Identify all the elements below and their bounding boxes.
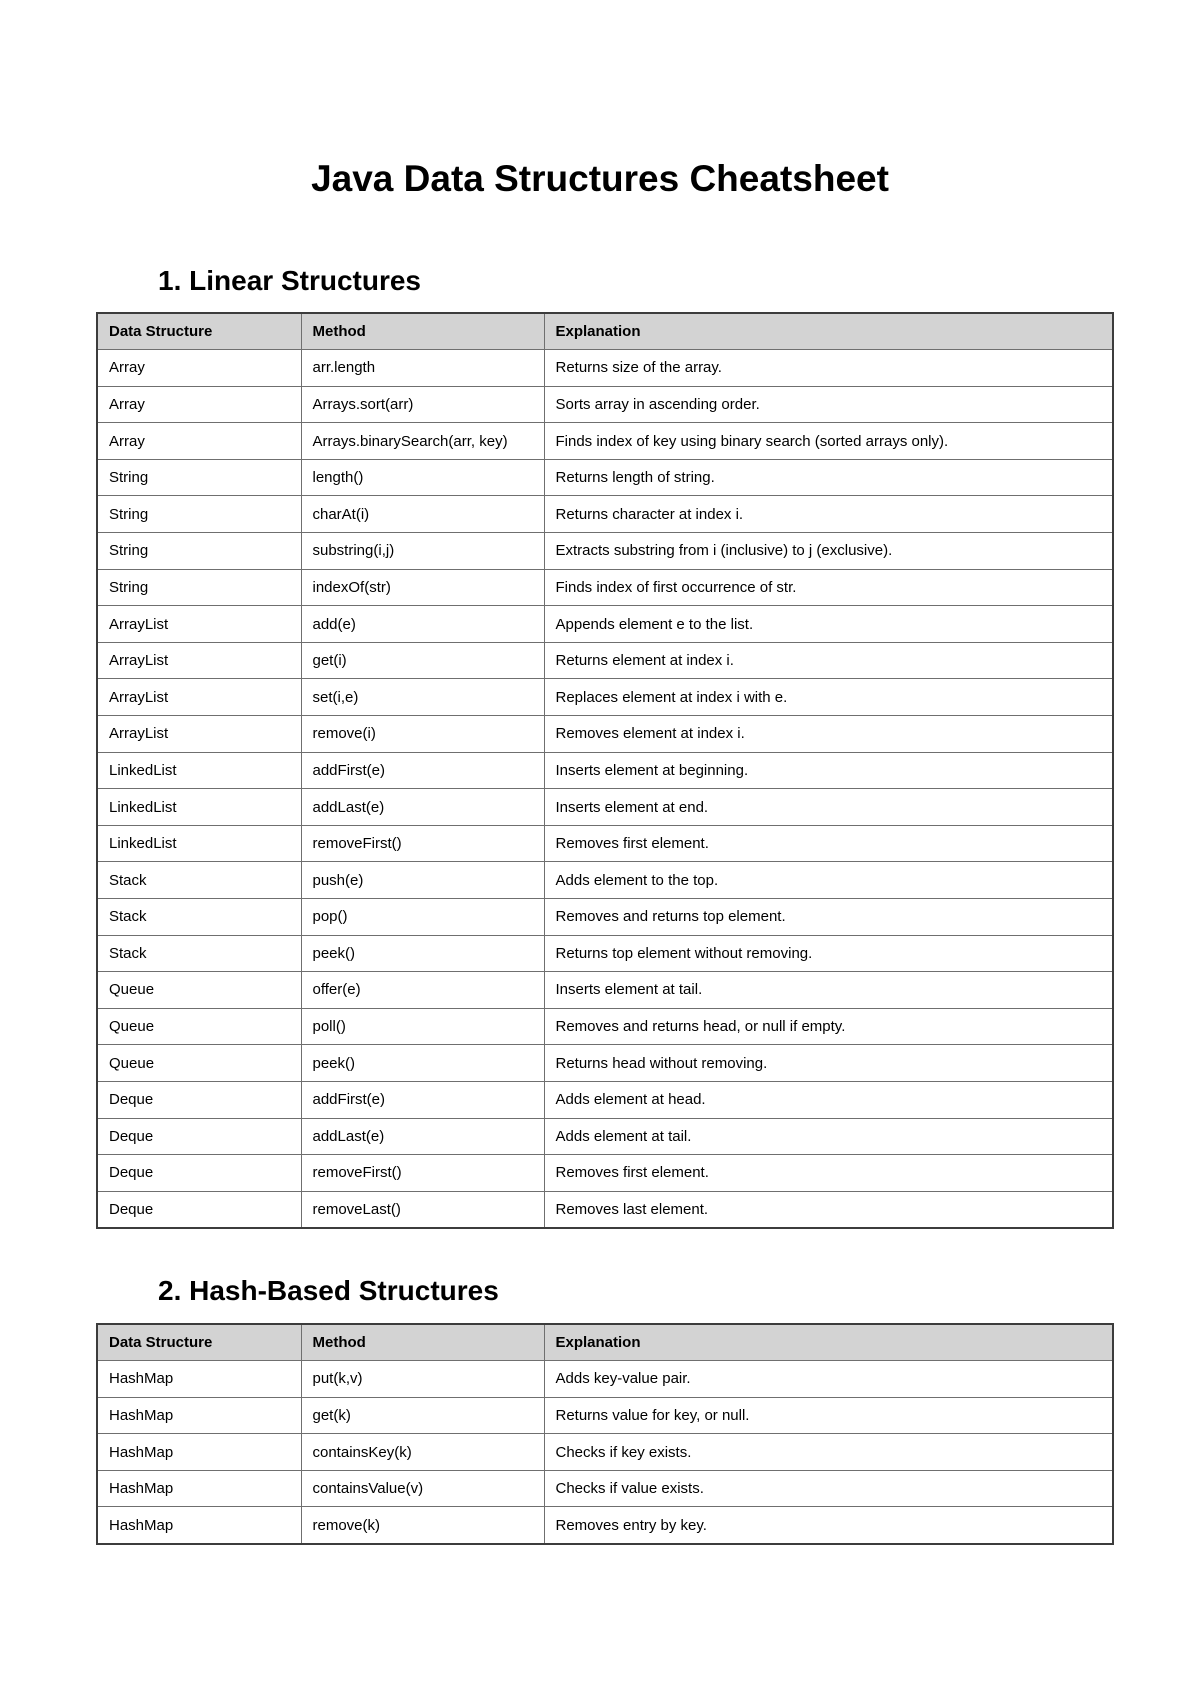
column-header-explanation: Explanation — [544, 313, 1113, 350]
cell-method: offer(e) — [301, 972, 544, 1009]
cell-method: removeFirst() — [301, 825, 544, 862]
cell-explanation: Replaces element at index i with e. — [544, 679, 1113, 716]
section-heading-hash: 2. Hash-Based Structures — [158, 1275, 499, 1306]
table-row — [97, 1397, 1113, 1434]
cell-explanation: Removes entry by key. — [544, 1507, 1113, 1544]
cell-explanation: Sorts array in ascending order. — [544, 386, 1113, 423]
cell-explanation: Removes first element. — [544, 1155, 1113, 1192]
cell-data-structure: HashMap — [97, 1361, 301, 1398]
table-row — [97, 752, 1113, 789]
cell-explanation: Inserts element at end. — [544, 789, 1113, 826]
table-row — [97, 1155, 1113, 1192]
table-row — [97, 642, 1113, 679]
cell-explanation: Adds key-value pair. — [544, 1361, 1113, 1398]
cell-data-structure: Queue — [97, 1008, 301, 1045]
table-row — [97, 1470, 1113, 1507]
table-row — [97, 1191, 1113, 1228]
cell-explanation: Removes last element. — [544, 1191, 1113, 1228]
section-heading-linear: 1. Linear Structures — [158, 265, 421, 296]
cell-method: addLast(e) — [301, 789, 544, 826]
cell-data-structure: HashMap — [97, 1507, 301, 1544]
table-row — [97, 1507, 1113, 1544]
table-row — [97, 825, 1113, 862]
cell-data-structure: ArrayList — [97, 679, 301, 716]
cell-data-structure: HashMap — [97, 1470, 301, 1507]
cell-method: length() — [301, 459, 544, 496]
cell-method: addFirst(e) — [301, 1081, 544, 1118]
cell-explanation: Removes element at index i. — [544, 716, 1113, 753]
cell-explanation: Inserts element at beginning. — [544, 752, 1113, 789]
cell-method: containsKey(k) — [301, 1434, 544, 1471]
cell-method: containsValue(v) — [301, 1470, 544, 1507]
cell-data-structure: Queue — [97, 1045, 301, 1082]
cell-method: peek() — [301, 1045, 544, 1082]
cell-data-structure: HashMap — [97, 1397, 301, 1434]
table-header-row — [97, 313, 1113, 350]
cell-method: remove(i) — [301, 716, 544, 753]
table-row — [97, 496, 1113, 533]
table-row — [97, 1361, 1113, 1398]
cell-explanation: Returns head without removing. — [544, 1045, 1113, 1082]
column-header-data-structure: Data Structure — [97, 313, 301, 350]
cell-method: addFirst(e) — [301, 752, 544, 789]
cell-data-structure: Deque — [97, 1191, 301, 1228]
cell-explanation: Adds element at tail. — [544, 1118, 1113, 1155]
cell-data-structure: Deque — [97, 1155, 301, 1192]
cell-method: charAt(i) — [301, 496, 544, 533]
cell-method: set(i,e) — [301, 679, 544, 716]
table-row — [97, 1008, 1113, 1045]
table-row — [97, 789, 1113, 826]
cell-explanation: Returns size of the array. — [544, 350, 1113, 387]
cell-data-structure: Array — [97, 386, 301, 423]
cell-data-structure: LinkedList — [97, 825, 301, 862]
cell-explanation: Extracts substring from i (inclusive) to j (exclusive). — [544, 533, 1113, 570]
cell-explanation: Inserts element at tail. — [544, 972, 1113, 1009]
cell-method: poll() — [301, 1008, 544, 1045]
cell-data-structure: Queue — [97, 972, 301, 1009]
cell-data-structure: Array — [97, 350, 301, 387]
cell-data-structure: String — [97, 459, 301, 496]
cell-data-structure: ArrayList — [97, 716, 301, 753]
column-header-data-structure: Data Structure — [97, 1324, 301, 1361]
table-row — [97, 1118, 1113, 1155]
cell-explanation: Appends element e to the list. — [544, 606, 1113, 643]
cell-method: substring(i,j) — [301, 533, 544, 570]
cell-explanation: Finds index of key using binary search (sorted arrays only). — [544, 423, 1113, 460]
cell-data-structure: Stack — [97, 899, 301, 936]
cell-explanation: Adds element to the top. — [544, 862, 1113, 899]
cell-explanation: Returns character at index i. — [544, 496, 1113, 533]
cell-explanation: Checks if value exists. — [544, 1470, 1113, 1507]
hash-based-structures-table — [96, 1323, 1114, 1545]
cell-data-structure: Stack — [97, 862, 301, 899]
cell-data-structure: ArrayList — [97, 642, 301, 679]
table-row — [97, 459, 1113, 496]
table-row — [97, 1434, 1113, 1471]
cell-method: get(i) — [301, 642, 544, 679]
cell-data-structure: Deque — [97, 1081, 301, 1118]
column-header-method: Method — [301, 1324, 544, 1361]
cell-method: add(e) — [301, 606, 544, 643]
cell-method: push(e) — [301, 862, 544, 899]
column-header-method: Method — [301, 313, 544, 350]
cell-explanation: Returns length of string. — [544, 459, 1113, 496]
cell-method: pop() — [301, 899, 544, 936]
cell-data-structure: Deque — [97, 1118, 301, 1155]
table-row — [97, 1081, 1113, 1118]
cell-method: peek() — [301, 935, 544, 972]
cell-method: indexOf(str) — [301, 569, 544, 606]
cell-explanation: Returns top element without removing. — [544, 935, 1113, 972]
table-row — [97, 533, 1113, 570]
cell-data-structure: LinkedList — [97, 752, 301, 789]
linear-structures-table — [96, 312, 1114, 1229]
cell-method: put(k,v) — [301, 1361, 544, 1398]
cell-method: Arrays.binarySearch(arr, key) — [301, 423, 544, 460]
cell-method: arr.length — [301, 350, 544, 387]
column-header-explanation: Explanation — [544, 1324, 1113, 1361]
table-row — [97, 386, 1113, 423]
table-row — [97, 423, 1113, 460]
cell-data-structure: Stack — [97, 935, 301, 972]
cell-method: get(k) — [301, 1397, 544, 1434]
cell-data-structure: LinkedList — [97, 789, 301, 826]
cell-data-structure: String — [97, 533, 301, 570]
cell-explanation: Finds index of first occurrence of str. — [544, 569, 1113, 606]
table-row — [97, 350, 1113, 387]
cell-explanation: Removes and returns top element. — [544, 899, 1113, 936]
cell-method: remove(k) — [301, 1507, 544, 1544]
cell-method: removeFirst() — [301, 1155, 544, 1192]
cell-data-structure: String — [97, 569, 301, 606]
cell-data-structure: ArrayList — [97, 606, 301, 643]
cell-method: addLast(e) — [301, 1118, 544, 1155]
cell-data-structure: Array — [97, 423, 301, 460]
table-row — [97, 862, 1113, 899]
table-row — [97, 935, 1113, 972]
cell-method: Arrays.sort(arr) — [301, 386, 544, 423]
table-row — [97, 1045, 1113, 1082]
table-header-row — [97, 1324, 1113, 1361]
cell-explanation: Returns element at index i. — [544, 642, 1113, 679]
cell-data-structure: String — [97, 496, 301, 533]
table-row — [97, 716, 1113, 753]
page-title: Java Data Structures Cheatsheet — [311, 158, 889, 199]
cell-method: removeLast() — [301, 1191, 544, 1228]
cell-explanation: Returns value for key, or null. — [544, 1397, 1113, 1434]
table-row — [97, 972, 1113, 1009]
cell-explanation: Checks if key exists. — [544, 1434, 1113, 1471]
table-row — [97, 679, 1113, 716]
table-row — [97, 606, 1113, 643]
table-row — [97, 569, 1113, 606]
cell-data-structure: HashMap — [97, 1434, 301, 1471]
cell-explanation: Adds element at head. — [544, 1081, 1113, 1118]
cell-explanation: Removes first element. — [544, 825, 1113, 862]
table-row — [97, 899, 1113, 936]
cell-explanation: Removes and returns head, or null if empty. — [544, 1008, 1113, 1045]
